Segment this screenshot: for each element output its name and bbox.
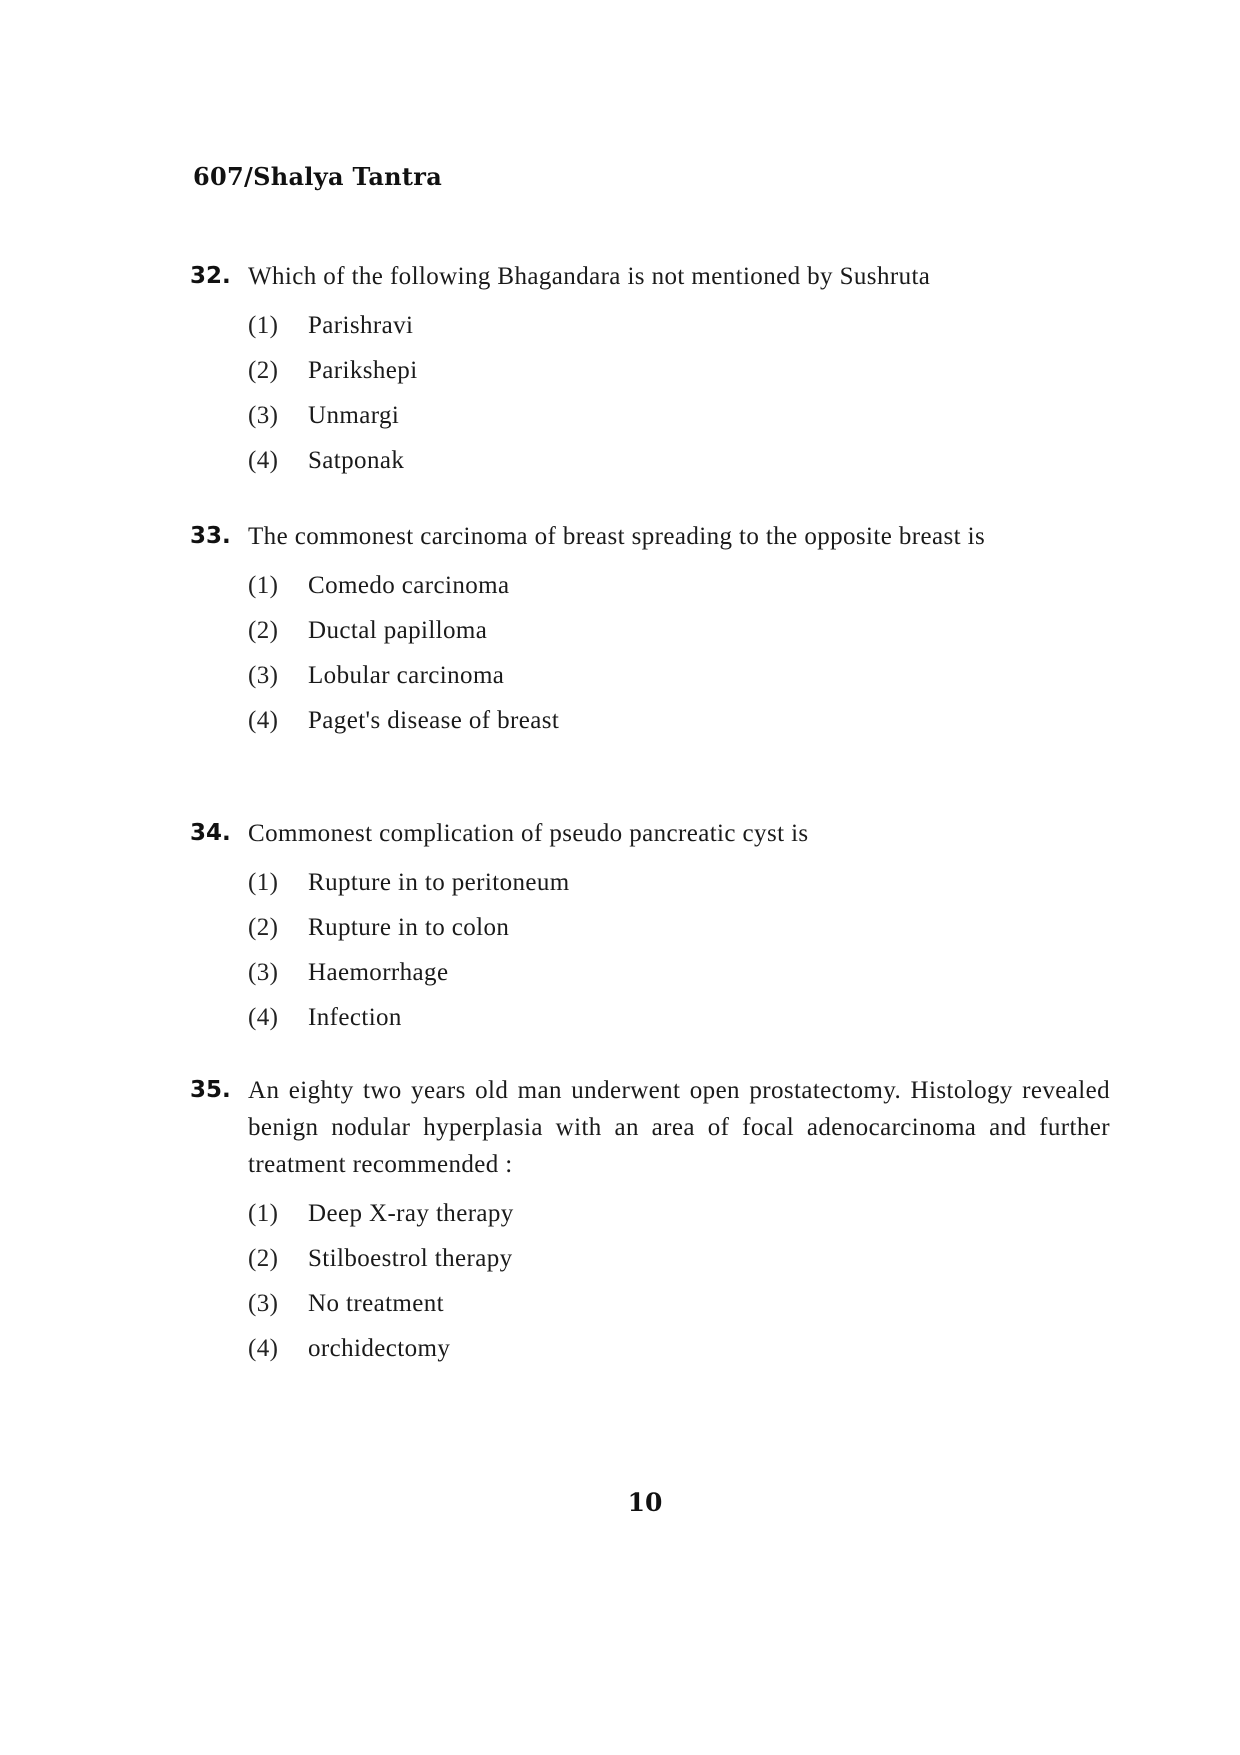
options-list bbox=[248, 860, 1110, 1040]
option bbox=[248, 438, 1110, 483]
option-number: (3) bbox=[248, 662, 279, 689]
option bbox=[248, 905, 1110, 950]
option bbox=[248, 860, 1110, 905]
option-number: (2) bbox=[248, 1245, 279, 1272]
question-stem bbox=[190, 258, 1110, 295]
option bbox=[248, 950, 1110, 995]
question-33 bbox=[190, 518, 1110, 743]
option-text: Rupture in to peritoneum bbox=[308, 869, 570, 896]
option-number: (3) bbox=[248, 402, 279, 429]
option-number: (1) bbox=[248, 572, 279, 599]
option-text: Parishravi bbox=[308, 312, 414, 339]
option-number: (2) bbox=[248, 914, 279, 941]
question-number: 33. bbox=[190, 523, 231, 549]
option-number: (4) bbox=[248, 1335, 279, 1362]
question-number: 35. bbox=[190, 1077, 231, 1103]
option-text: Unmargi bbox=[308, 402, 400, 429]
question-stem bbox=[190, 518, 1110, 555]
option bbox=[248, 608, 1110, 653]
option-number: (1) bbox=[248, 869, 279, 896]
page-header-title: 607/Shalya Tantra bbox=[193, 162, 443, 191]
option-number: (3) bbox=[248, 959, 279, 986]
option-text: No treatment bbox=[308, 1290, 445, 1317]
option bbox=[248, 1236, 1110, 1281]
question-stem bbox=[190, 1072, 1110, 1183]
options-list bbox=[248, 1191, 1110, 1371]
question-32 bbox=[190, 258, 1110, 483]
option bbox=[248, 698, 1110, 743]
question-text: Commonest complication of pseudo pancreatic cyst is bbox=[248, 820, 809, 847]
option-text: Rupture in to colon bbox=[308, 914, 510, 941]
options-list bbox=[248, 563, 1110, 743]
option-text: Haemorrhage bbox=[308, 959, 449, 986]
option bbox=[248, 1326, 1110, 1371]
option bbox=[248, 563, 1110, 608]
question-text: The commonest carcinoma of breast spreading to the opposite breast is bbox=[248, 523, 986, 550]
option-number: (2) bbox=[248, 357, 279, 384]
option bbox=[248, 1191, 1110, 1236]
option-text: Stilboestrol therapy bbox=[308, 1245, 513, 1272]
question-stem bbox=[190, 815, 1110, 852]
option-text: Ductal papilloma bbox=[308, 617, 488, 644]
question-35 bbox=[190, 1072, 1110, 1371]
option bbox=[248, 303, 1110, 348]
option-text: Lobular carcinoma bbox=[308, 662, 505, 689]
option-text: orchidectomy bbox=[308, 1335, 451, 1362]
option-text: Satponak bbox=[308, 447, 405, 474]
option bbox=[248, 653, 1110, 698]
option-number: (4) bbox=[248, 707, 279, 734]
option-number: (2) bbox=[248, 617, 279, 644]
question-text: An eighty two years old man underwent open prostatectomy. Histology revealed benign nodular hyperplasia with an area of focal adenocarcinoma and further treatment recommended : bbox=[248, 1077, 1110, 1178]
option-number: (1) bbox=[248, 312, 279, 339]
option-text: Paget's disease of breast bbox=[308, 707, 560, 734]
option-number: (4) bbox=[248, 1004, 279, 1031]
option-text: Deep X-ray therapy bbox=[308, 1200, 514, 1227]
options-list bbox=[248, 303, 1110, 483]
option bbox=[248, 995, 1110, 1040]
option-number: (3) bbox=[248, 1290, 279, 1317]
option-text: Comedo carcinoma bbox=[308, 572, 510, 599]
question-34 bbox=[190, 815, 1110, 1040]
question-number: 32. bbox=[190, 263, 231, 289]
option-number: (1) bbox=[248, 1200, 279, 1227]
question-number: 34. bbox=[190, 820, 231, 846]
question-text: Which of the following Bhagandara is not mentioned by Sushruta bbox=[248, 263, 931, 290]
option-text: Parikshepi bbox=[308, 357, 418, 384]
option-text: Infection bbox=[308, 1004, 402, 1031]
page-number: 10 bbox=[627, 1488, 663, 1517]
option-number: (4) bbox=[248, 447, 279, 474]
option bbox=[248, 393, 1110, 438]
option bbox=[248, 1281, 1110, 1326]
option bbox=[248, 348, 1110, 393]
